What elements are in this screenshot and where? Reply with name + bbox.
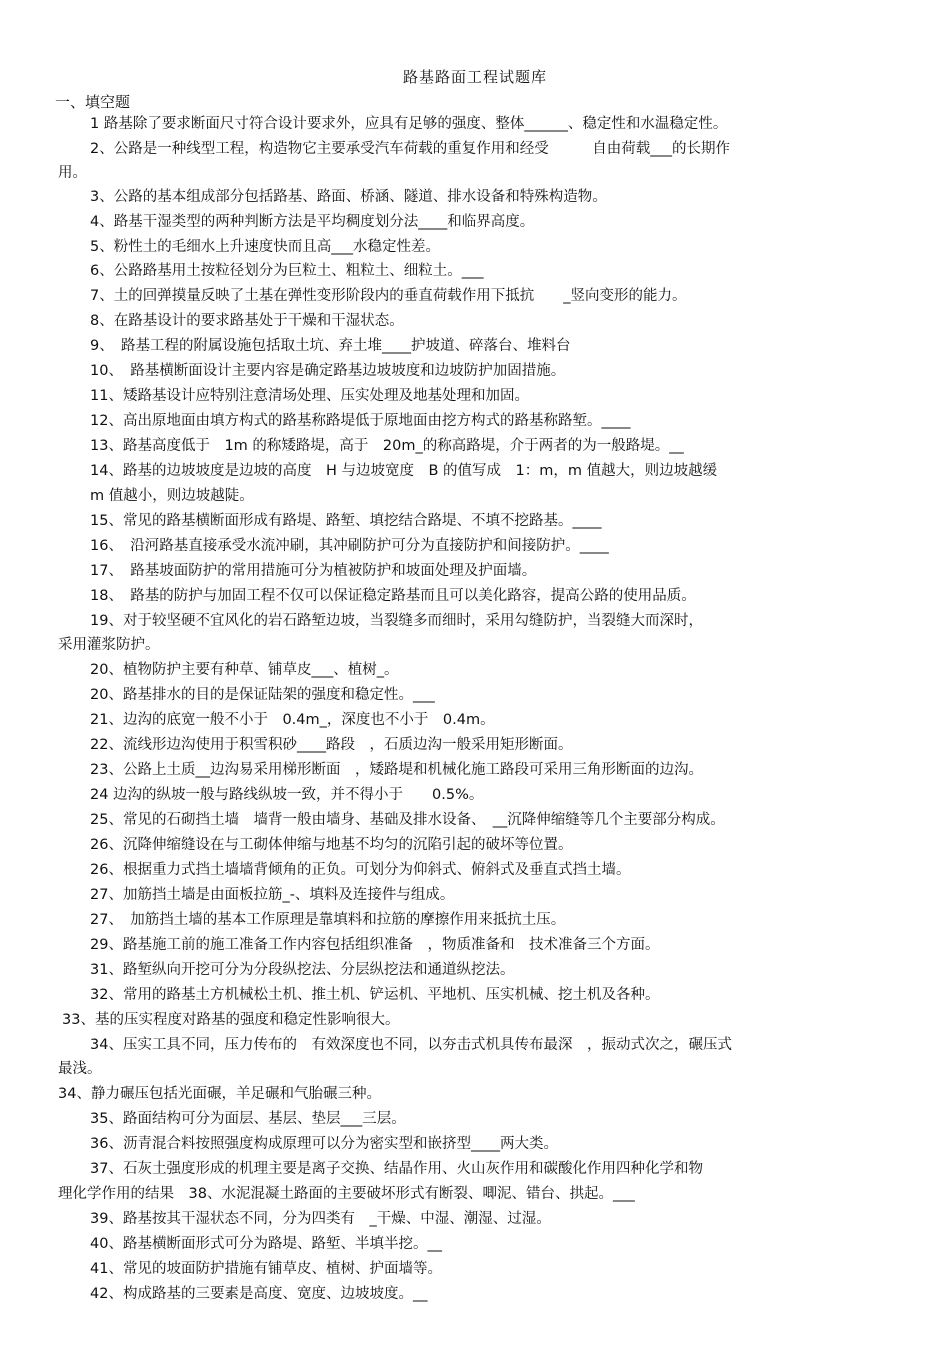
question-line: 12、高出原地面由填方构式的路基称路堤低于原地面由挖方构式的路基称路堑。____: [90, 413, 631, 429]
question-line: 4、路基干湿类型的两种判断方法是平均稠度划分法____和临界高度。: [90, 214, 535, 230]
question-line: 35、路面结构可分为面层、基层、垫层___三层。: [90, 1111, 406, 1127]
question-line: 36、沥青混合料按照强度构成原理可以分为密实型和嵌挤型____两大类。: [90, 1136, 558, 1152]
question-line: 26、根据重力式挡土墙墙背倾角的正负。可划分为仰斜式、俯斜式及垂直式挡土墙。: [90, 862, 631, 878]
question-line: 7、土的回弹摸量反映了土基在弹性变形阶段内的垂直荷载作用下抵抗 _竖向变形的能力。: [90, 288, 687, 304]
section-heading: 一、填空题: [55, 93, 131, 111]
question-line: 3、公路的基本组成部分包括路基、路面、桥涵、隧道、排水设备和特殊构造物。: [90, 189, 607, 205]
document-title: 路基路面工程试题库: [402, 68, 547, 86]
question-line: 6、公路路基用土按粒径划分为巨粒土、粗粒土、细粒土。___: [90, 263, 484, 279]
question-line: 10、 路基横断面设计主要内容是确定路基边坡坡度和边坡防护加固措施。: [90, 363, 566, 379]
question-line: 23、公路上土质__边沟易采用梯形断面 ，矮路堤和机械化施工路段可采用三角形断面的边沟。: [90, 762, 703, 778]
question-line: 34、压实工具不同，压力传布的 有效深度也不同，以夯击式机具传布最深 ，振动式次之，碾压式: [90, 1037, 732, 1053]
question-line: 37、石灰土强度形成的机理主要是离子交换、结晶作用、火山灰作用和碳酸化作用四种化学和物: [90, 1161, 703, 1177]
question-line: 41、常见的坡面防护措施有铺草皮、植树、护面墙等。: [90, 1261, 442, 1277]
question-line: 31、路堑纵向开挖可分为分段纵挖法、分层纵挖法和通道纵挖法。: [90, 962, 515, 978]
question-line: 15、常见的路基横断面形成有路堤、路堑、填挖结合路堤、不填不挖路基。____: [90, 513, 602, 529]
question-line: 24 边沟的纵坡一般与路线纵坡一致，并不得小于 0.5%。: [90, 787, 484, 803]
question-line: 14、路基的边坡坡度是边坡的高度 H 与边坡宽度 B 的值写成 1：m，m 值越大，则边坡越缓: [90, 463, 718, 479]
question-line: 16、 沿河路基直接承受水流冲刷，其冲刷防护可分为直接防护和间接防护。____: [90, 538, 609, 554]
question-line: 1 路基除了要求断面尺寸符合设计要求外，应具有足够的强度、整体______、稳定性和水温稳定性。: [90, 116, 728, 132]
question-line: 27、加筋挡土墙是由面板拉筋_-、填料及连接件与组成。: [90, 887, 455, 903]
question-line: 33、基的压实程度对路基的强度和稳定性影响很大。: [62, 1012, 400, 1028]
question-line: 34、静力碾压包括光面碾，羊足碾和气胎碾三种。: [58, 1086, 381, 1102]
question-line: 最浅。: [58, 1061, 102, 1077]
question-line: 5、粉性土的毛细水上升速度快而且高___水稳定性差。: [90, 239, 440, 255]
question-line: 42、构成路基的三要素是高度、宽度、边坡坡度。__: [90, 1286, 428, 1302]
question-line: 26、沉降伸缩缝设在与工砌体伸缩与地基不均匀的沉陷引起的破坏等位置。: [90, 837, 573, 853]
question-line: 27、 加筋挡土墙的基本工作原理是靠填料和拉筋的摩擦作用来抵抗土压。: [90, 912, 566, 928]
question-line: 20、植物防护主要有种草、铺草皮___、植树_。: [90, 662, 399, 678]
question-line: 采用灌浆防护。: [58, 637, 160, 653]
question-line: 用。: [58, 165, 87, 181]
question-line: 8、在路基设计的要求路基处于干燥和干湿状态。: [90, 313, 404, 329]
question-line: 理化学作用的结果 38、水泥混凝土路面的主要破坏形式有断裂、唧泥、错台、拱起。___: [58, 1186, 635, 1202]
question-line: 2、公路是一种线型工程，构造物它主要承受汽车荷载的重复作用和经受 自由荷载___的长期作: [90, 141, 730, 157]
question-line: 13、路基高度低于 1m 的称矮路堤，高于 20m_的称高路堤，介于两者的为一般路堤。__: [90, 438, 684, 454]
question-line: 22、流线形边沟使用于积雪积砂____路段 ，石质边沟一般采用矩形断面。: [90, 737, 573, 753]
question-line: 11、矮路基设计应特别注意清场处理、压实处理及地基处理和加固。: [90, 388, 529, 404]
question-line: m 值越小，则边坡越陡。: [90, 488, 254, 504]
question-line: 25、常见的石砌挡土墙 墙背一般由墙身、基础及排水设备、 __沉降伸缩缝等几个主要部分构成。: [90, 812, 725, 828]
question-line: 39、路基按其干湿状态不同，分为四类有 _干燥、中湿、潮湿、过湿。: [90, 1211, 551, 1227]
question-line: 32、常用的路基土方机械松土机、推土机、铲运机、平地机、压实机械、挖土机及各种。: [90, 987, 660, 1003]
question-line: 9、 路基工程的附属设施包括取土坑、弃土堆____护坡道、碎落台、堆料台: [90, 338, 571, 354]
question-line: 40、路基横断面形式可分为路堤、路堑、半填半挖。__: [90, 1236, 442, 1252]
question-line: 18、 路基的防护与加固工程不仅可以保证稳定路基而且可以美化路容，提高公路的使用品质。: [90, 588, 696, 604]
question-line: 21、边沟的底宽一般不小于 0.4m_，深度也不小于 0.4m。: [90, 712, 495, 728]
question-line: 17、 路基坡面防护的常用措施可分为植被防护和坡面处理及护面墙。: [90, 563, 537, 579]
question-line: 20、路基排水的目的是保证陆架的强度和稳定性。___: [90, 687, 435, 703]
question-line: 19、对于较坚硬不宜风化的岩石路堑边坡，当裂缝多而细时，采用勾缝防护，当裂缝大而深时，: [90, 613, 703, 629]
question-line: 29、路基施工前的施工准备工作内容包括组织准备 ，物质准备和 技术准备三个方面。: [90, 937, 660, 953]
